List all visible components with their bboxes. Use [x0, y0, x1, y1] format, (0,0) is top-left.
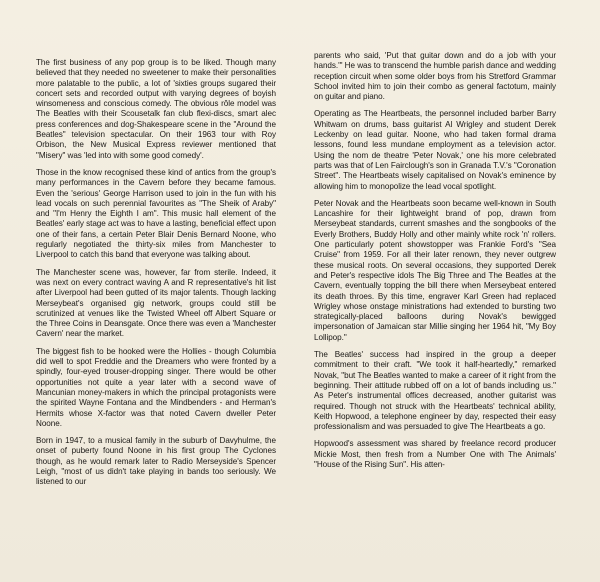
paragraph: Peter Novak and the Heartbeats soon became well-known in South Lancashire for their lightweight brand of pop, drawn from Merseybeat standards, current smashes and the songbooks of the Everly Brothers, Buddy Holly and other mainly white rock 'n' rollers. One particularly potent showstopper was Frankie Ford's "Sea Cruise" from 1959. For all their later renown, they never outgrew these musical roots. On several occasions, they supported Derek and Peter's respective idols The Big Three and The Beatles at the Cavern, eventually topping the bill there when Merseybeat entered its death throes. By this time, engraver Karl Green had replaced Wrigley whose onstage ministrations had extended to bursting two strategically-placed balloons during Novak's bewigged impersonation of Jamaican star Millie singing her 1964 hit, "My Boy Lollipop.": [314, 198, 556, 342]
paragraph: Born in 1947, to a musical family in the suburb of Davyhulme, the onset of puberty found Noone in his first group The Cyclones though, as he would remark later to Radio Merseyside's Spencer Leigh, "most of us didn't take playing in bands too seriously. We listened to our: [36, 436, 276, 487]
right-text-column: [314, 51, 556, 470]
paragraph: The biggest fish to be hooked were the Hollies - though Columbia did well to spot Freddie and the Dreamers who were fronted by a spindly, four-eyed trouser-dropping singer. There would be other opportunities not quite a year later with a second wave of Mancunian money-makers in which the principal protagonists were the spirited Wayne Fontana and the Mindbenders - and Herman's Hermits whose X-factor was that noted Cavern dweller Peter Noone.: [36, 346, 276, 428]
paragraph: parents who said, 'Put that guitar down and do a job with your hands.'" He was to transcend the humble parish dance and wedding reception circuit when some older boys from his Stretford Grammar School invited him to join their combo as general factotum, mainly on guitar and piano.: [314, 51, 556, 102]
paragraph: The Beatles' success had inspired in the group a deeper commitment to their craft. "We took it half-heartedly," remarked Novak, "but The Beatles wanted to make a career of it right from the beginning. Their attitude rubbed off on a lot of bands including us." As Peter's instrumental offices decreased, another guitarist was required. Though not struck with the Heartbeats' technical ability, Keith Hopwood, a telephone engineer by day, respected their easy professionalism and was persuaded to give The Heartbeats a go.: [314, 350, 556, 432]
paragraph: Hopwood's assessment was shared by freelance record producer Mickie Most, then fresh from a Number One with The Animals' "House of the Rising Sun". His atten-: [314, 439, 556, 469]
left-text-column: [36, 58, 276, 488]
paragraph: Operating as The Heartbeats, the personnel included barber Barry Whitwam on drums, bass guitarist Al Wrigley and student Derek Leckenby on lead guitar. Noone, who had taken formal drama lessons, found less mundane employment as a television actor. Using the nom de theatre 'Peter Novak,' one his more celebrated parts was that of Len Fairclough's son in Granada T.V.'s "Coronation Street". The Heartbeats wisely capitalised on Novak's eminence by allowing him to monopolize the lead vocal spotlight.: [314, 109, 556, 191]
paragraph: The first business of any pop group is to be liked. Though many believed that they needed no sweetener to make their personalities more palatable to the public, a lot of 'sixties groups sugared their concert sets and recorded output with varying degrees of boyish winsomeness and conscious comedy. The obvious rôle model was The Beatles with their Scousetalk fan club flexi-discs, smart alec press conferences and dog-Shakespeare scene in the "Around the Beatles" television spectacular. On their 1963 tour with Roy Orbison, the New Musical Express reviewer mentioned that "Misery" was 'led into with some good comedy'.: [36, 58, 276, 160]
paragraph: The Manchester scene was, however, far from sterile. Indeed, it was next on every contract waving A and R representative's hit list after Liverpool had been gutted of its major talents. Though lacking Merseybeat's organised gig network, groups could still be scrutinized at venues like the Twisted Wheel off Albert Square or the Three Coins in Deansgate. Once there was even a 'Manchester Cavern' near the market.: [36, 267, 276, 339]
paragraph: Those in the know recognised these kind of antics from the group's many performances in the Cavern before they became famous. Even the 'serious' George Harrison used to join in the fun with his lead vocals on such perennial favourites as "The Sheik of Araby" and "I'm Henry the Eighth I am". This music hall element of the Beatles' early stage act was to have a lasting, beneficial effect upon one of their fans, a certain Peter Blair Denis Bernard Noone, who regularly negotiated the thirty-six miles from Manchester to Liverpool to catch this band that everyone was talking about.: [36, 167, 276, 260]
